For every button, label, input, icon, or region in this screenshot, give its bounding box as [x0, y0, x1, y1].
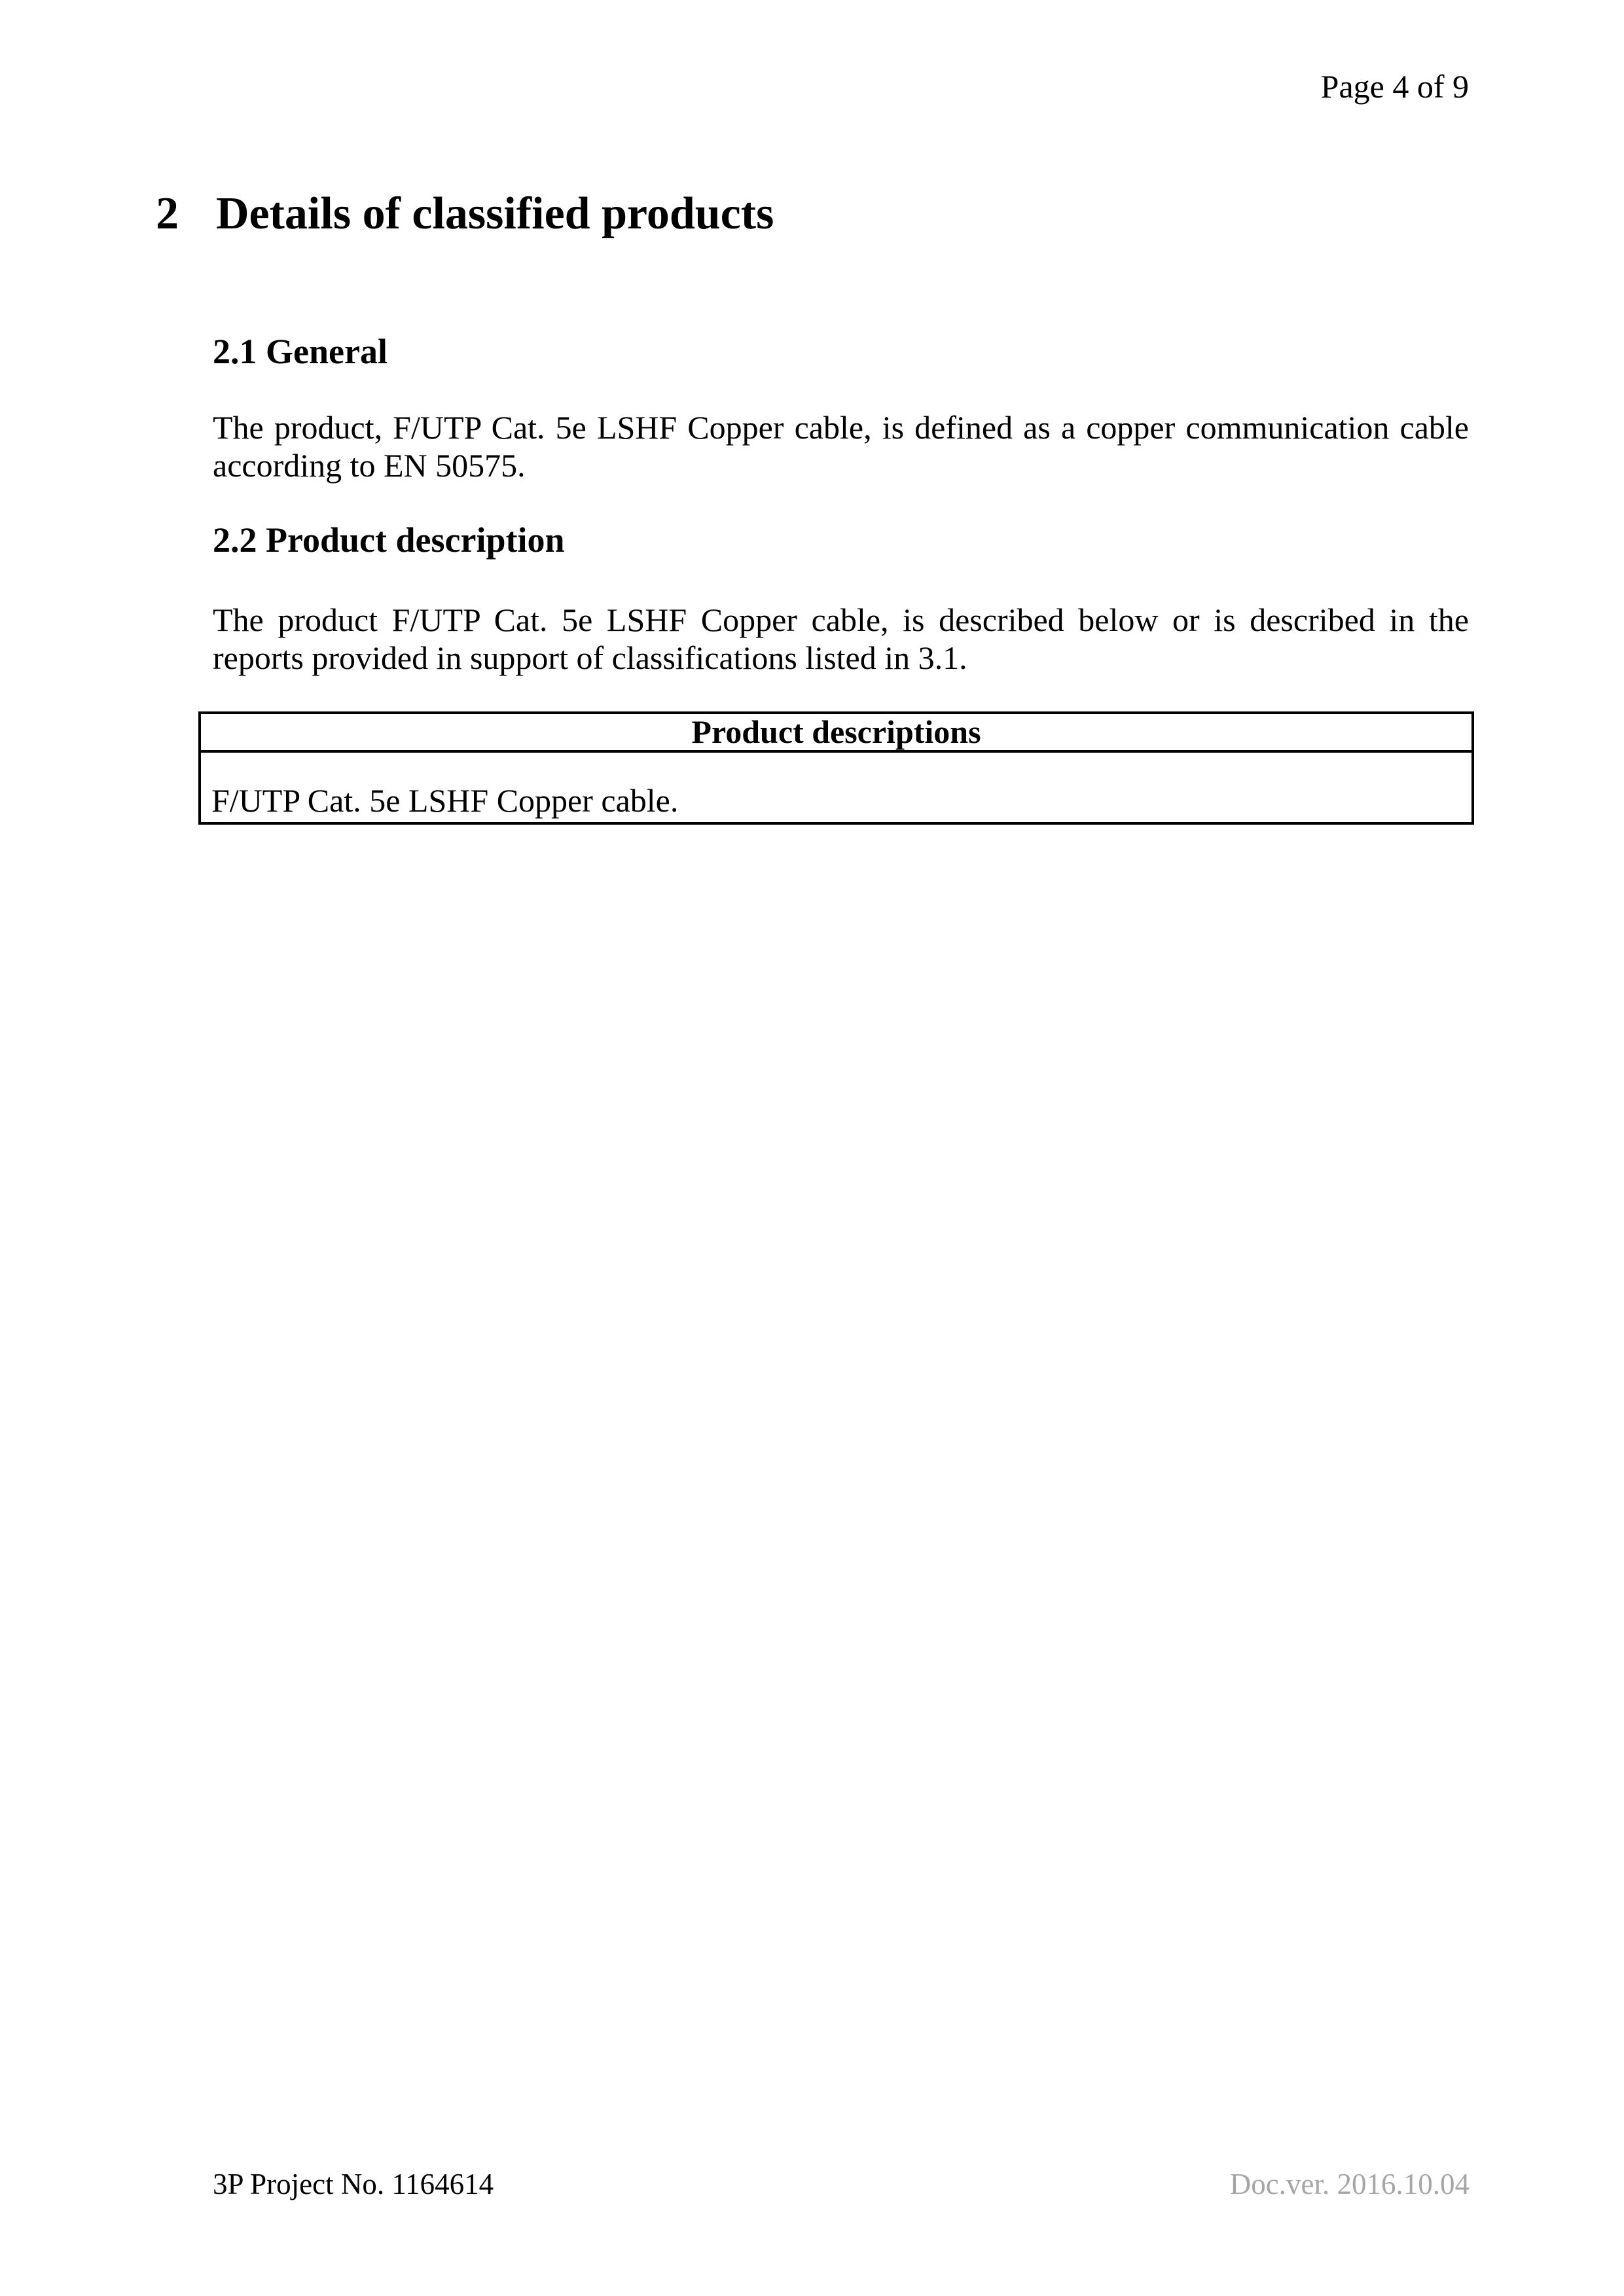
- table-header-row: [200, 713, 1473, 751]
- subsection-heading-product-description: 2.2 Product description: [213, 520, 565, 560]
- subsection-heading-general: 2.1 General: [213, 332, 388, 371]
- main-heading: [156, 188, 774, 239]
- paragraph-product-description: The product F/UTP Cat. 5e LSHF Copper cable, is described below or is described in the reports provided in support of classifications listed in 3.1.: [213, 601, 1469, 676]
- main-heading-number: 2: [156, 188, 179, 239]
- footer: [213, 2168, 1470, 2202]
- main-heading-title: Details of classified products: [216, 188, 774, 239]
- table-row: [200, 751, 1473, 823]
- footer-doc-version: Doc.ver. 2016.10.04: [1229, 2168, 1470, 2200]
- product-descriptions-table: [198, 711, 1474, 825]
- page-indicator: Page 4 of 9: [1320, 68, 1469, 105]
- footer-project-number: 3P Project No. 1164614: [213, 2168, 494, 2200]
- table-header-cell: Product descriptions: [200, 713, 1473, 751]
- paragraph-general: The product, F/UTP Cat. 5e LSHF Copper cable, is defined as a copper communication cable according to EN 50575.: [213, 409, 1469, 484]
- table-cell-product: F/UTP Cat. 5e LSHF Copper cable.: [200, 751, 1473, 823]
